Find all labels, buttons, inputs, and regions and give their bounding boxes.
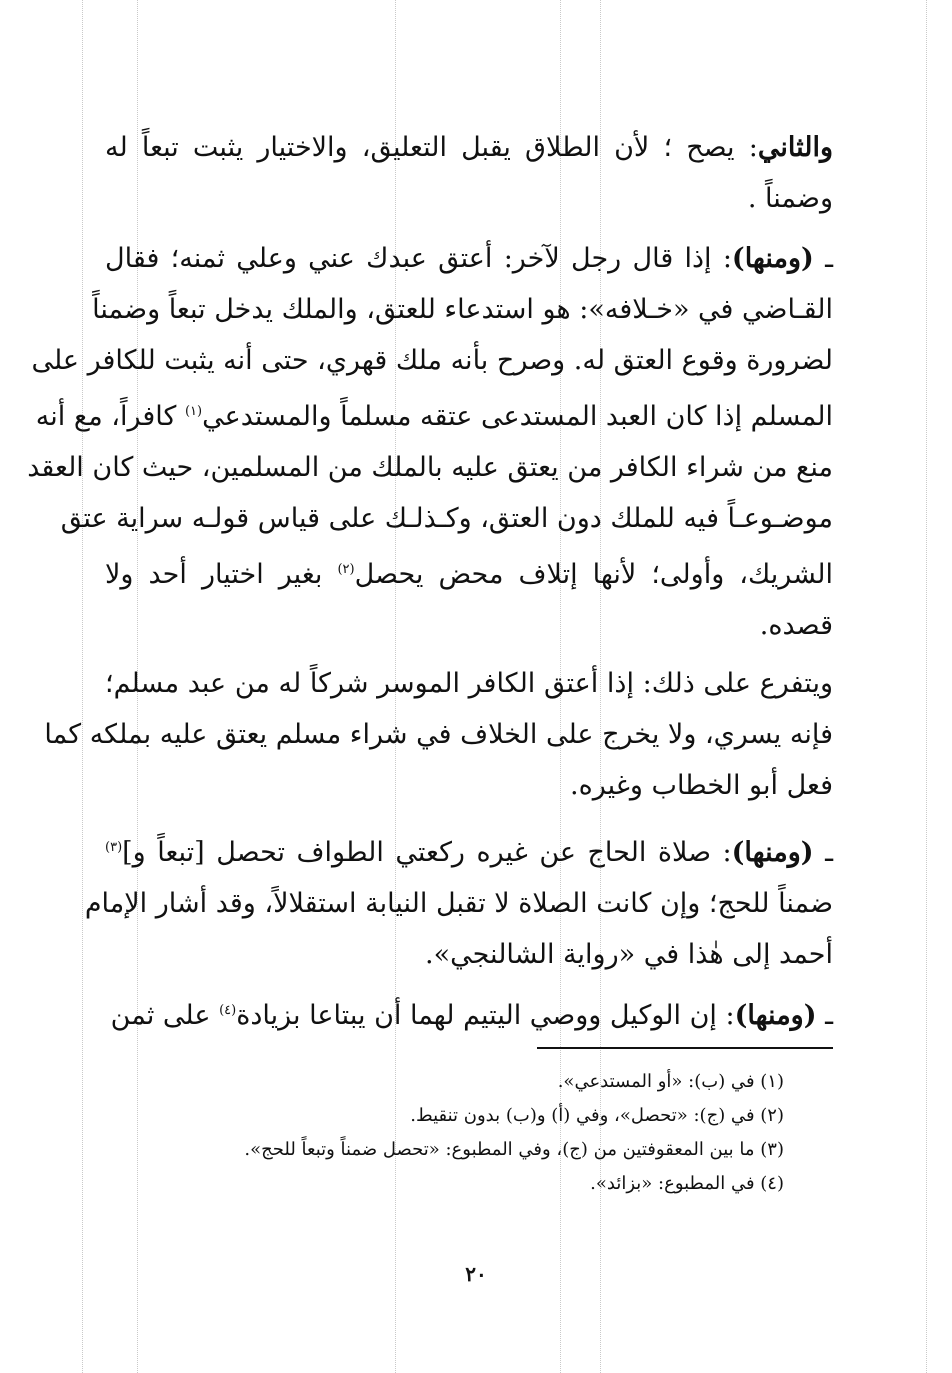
text-line [84, 878, 833, 929]
text-line [105, 600, 833, 651]
list-dash: ـ [825, 243, 833, 274]
text-line [44, 709, 833, 760]
lead-term: (ومنها) [731, 243, 814, 274]
footnote-4: (٤) في المطبوع: «بزائد». [590, 1173, 784, 1194]
text-line [105, 658, 833, 709]
footnote-2: (٢) في (ج): «تحصل»، وفي (أ) و(ب) بدون تنقيط. [410, 1105, 784, 1126]
text-line [105, 173, 833, 224]
line-text-continued: كافراً، مع أنه [35, 401, 185, 432]
text-line [105, 929, 833, 980]
footnotes [144, 1065, 784, 1201]
footnote-ref: (٤) [219, 1003, 237, 1018]
line-text: القـاضي في «خـلافه»: هو استدعاء للعتق، والملك يدخل تبعاً وضمناً [92, 294, 833, 325]
lead-term: (ومنها) [731, 837, 814, 868]
lead-term: (ومنها) [734, 1000, 817, 1031]
text-line [60, 493, 833, 544]
text-line [105, 544, 833, 600]
lead-term: والثاني [757, 132, 833, 163]
footnote-ref: (٣) [105, 840, 123, 855]
text-line [31, 335, 833, 386]
footnote-ref: (١) [184, 404, 203, 419]
margin-guide [926, 0, 927, 1373]
paragraph-p2 [27, 233, 834, 651]
list-dash: ـ [825, 837, 833, 868]
line-text-continued: على ثمن [110, 1000, 220, 1031]
paragraph-p1 [105, 122, 833, 224]
line-text: : صلاة الحاج عن غيره ركعتي الطواف تحصل [تبعاً و] [122, 837, 732, 868]
text-line [105, 985, 833, 1041]
text-line [92, 284, 833, 335]
list-dash: ـ [825, 1000, 833, 1031]
text-line [105, 233, 833, 284]
footnote-ref: (٢) [337, 562, 355, 577]
footnote-3: (٣) ما بين المعقوفتين من (ج)، وفي المطبوع: «تحصل ضمناً وتبعاً للحج». [244, 1139, 784, 1160]
paragraph-p5 [105, 985, 833, 1041]
margin-guide [82, 0, 83, 1373]
line-text: أحمد إلى هٰذا في «رواية الشالنجي». [425, 939, 833, 970]
text-line [27, 442, 833, 493]
line-text: ويتفرع على ذلك: إذا أعتق الكافر الموسر شركاً له من عبد مسلم؛ [105, 668, 833, 699]
text-line [105, 760, 833, 811]
line-text-continued: بغير اختيار أحد ولا [105, 559, 338, 590]
paragraph-p3 [44, 658, 833, 811]
line-text: موضـوعـاً فيه للملك دون العتق، وكـذلـك على قياس قولـه سراية عتق [60, 503, 833, 534]
line-text: : إذا قال رجل لآخر: أعتق عبدك عني وعلي ثمنه؛ فقال [105, 243, 732, 274]
text-line [105, 822, 833, 878]
page-number: ٢٠ [465, 1262, 487, 1286]
line-text: : يصح ؛ لأن الطلاق يقبل التعليق، والاختيار يثبت تبعاً له [105, 132, 758, 163]
line-text: فعل أبو الخطاب وغيره. [570, 770, 833, 801]
line-text: منع من شراء الكافر من يعتق عليه بالملك من المسلمين، حيث كان العقد [27, 452, 833, 483]
footnote-1: (١) في (ب): «أو المستدعي». [557, 1071, 784, 1092]
text-line [105, 122, 833, 173]
line-text: ضمناً للحج؛ وإن كانت الصلاة لا تقبل النيابة استقلالاً، وقد أشار الإمام [84, 888, 833, 919]
line-text: المسلم إذا كان العبد المستدعى عتقه مسلماً والمستدعي [202, 401, 833, 432]
paragraph-p4 [84, 822, 833, 980]
text-line [35, 386, 833, 442]
line-text: : إن الوكيل ووصي اليتيم لهما أن يبتاعا بزيادة [236, 1000, 735, 1031]
line-text: لضرورة وقوع العتق له. وصرح بأنه ملك قهري، حتى أنه يثبت للكافر على [31, 345, 833, 376]
line-text: الشريك، وأولى؛ لأنها إتلاف محض يحصل [354, 559, 834, 590]
line-text: فإنه يسري، ولا يخرج على الخلاف في شراء مسلم يعتق عليه بملكه كما [44, 719, 833, 750]
footnote-separator [537, 1047, 833, 1049]
line-text: قصده. [759, 610, 833, 641]
line-text: وضمناً . [747, 183, 833, 214]
